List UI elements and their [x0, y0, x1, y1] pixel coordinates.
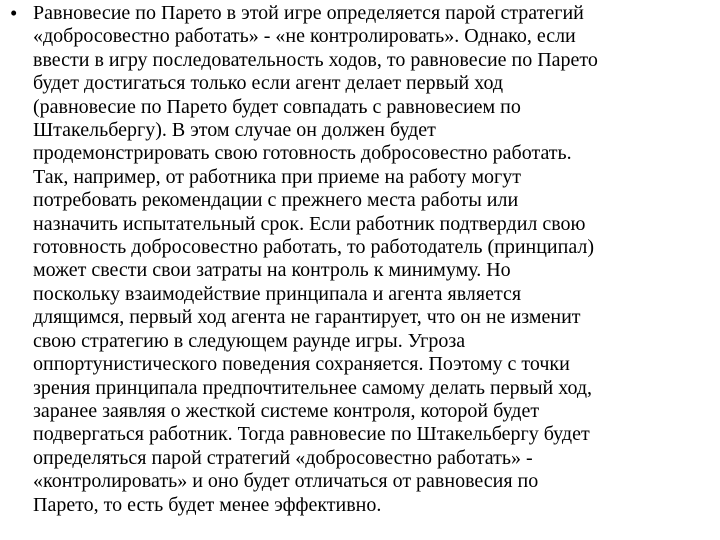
paragraph-line: ввести в игру последовательность ходов, то равновесие по Парето	[33, 48, 598, 71]
paragraph-line: может свести свои затраты на контроль к минимуму. Но	[33, 259, 511, 282]
paragraph-line: определяться парой стратегий «добросовестно работать» -	[33, 446, 533, 469]
paragraph-line: оппортунистического поведения сохраняется. Поэтому с точки	[33, 353, 570, 376]
paragraph-line: длящимся, первый ход агента не гарантирует, что он не изменит	[33, 306, 581, 329]
paragraph-line: Равновесие по Парето в этой игре определяется парой стратегий	[33, 2, 584, 24]
paragraph-line: «добросовестно работать» - «не контролировать». Однако, если	[33, 25, 576, 48]
paragraph-line: поскольку взаимодействие принципала и агента является	[33, 282, 522, 305]
paragraph-line: Парето, то есть будет менее эффективно.	[33, 493, 382, 516]
paragraph-line: зрения принципала предпочтительнее самому делать первый ход,	[33, 376, 593, 399]
paragraph-line: продемонстрировать свою готовность добросовестно работать.	[33, 142, 572, 165]
paragraph-line: свою стратегию в следующем раунде игры. Угроза	[33, 329, 466, 352]
paragraph-line: Так, например, от работника при приеме на работу могут	[33, 165, 521, 188]
paragraph-line: назначить испытательный срок. Если работник подтвердил свою	[33, 212, 586, 235]
paragraph-line: «контролировать» и оно будет отличаться от равновесия по	[33, 470, 539, 493]
paragraph-line: (равновесие по Парето будет совпадать с равновесием по	[33, 95, 521, 118]
paragraph-line: потребовать рекомендации с прежнего места работы или	[33, 189, 519, 212]
bullet-marker: •	[10, 1, 18, 25]
paragraph-line: заранее заявляя о жесткой системе контроля, которой будет	[33, 399, 540, 422]
bullet-paragraph	[33, 2, 715, 517]
paragraph-line: будет достигаться только если агент делает первый ход	[33, 72, 504, 95]
paragraph-line: готовность добросовестно работать, то работодатель (принципал)	[33, 236, 595, 259]
paragraph-line: подвергаться работник. Тогда равновесие по Штакельбергу будет	[33, 423, 590, 446]
paragraph-line: Штакельбергу). В этом случае он должен будет	[33, 119, 436, 142]
